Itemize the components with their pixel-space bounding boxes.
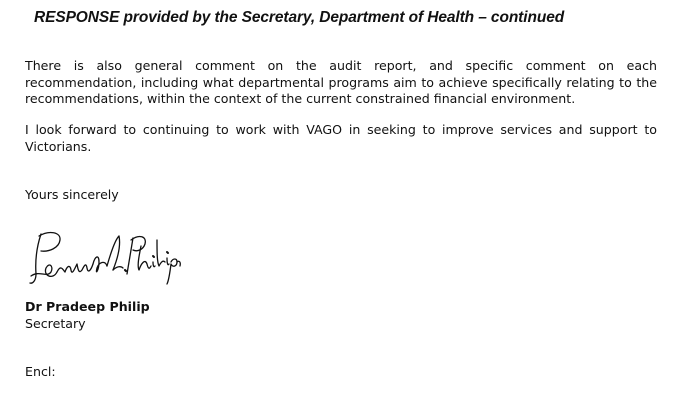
signer-title: Secretary [25,316,86,331]
paragraph-general-comment: There is also general comment on the audit report, and specific comment on each recommendation, including what departmental programs aim to achieve specifically relating to the recommendations, within the context of the current constrained financial environment. [25,58,657,106]
section-heading: RESPONSE provided by the Secretary, Department of Health – continued [34,9,565,26]
handwritten-signature [27,226,187,288]
paragraph-look-forward: I look forward to continuing to work with VAGO in seeking to improve services and support to Victorians. [25,122,657,154]
signer-name: Dr Pradeep Philip [25,299,150,314]
closing-salutation: Yours sincerely [25,187,119,202]
enclosure-note: Encl: [25,364,56,379]
